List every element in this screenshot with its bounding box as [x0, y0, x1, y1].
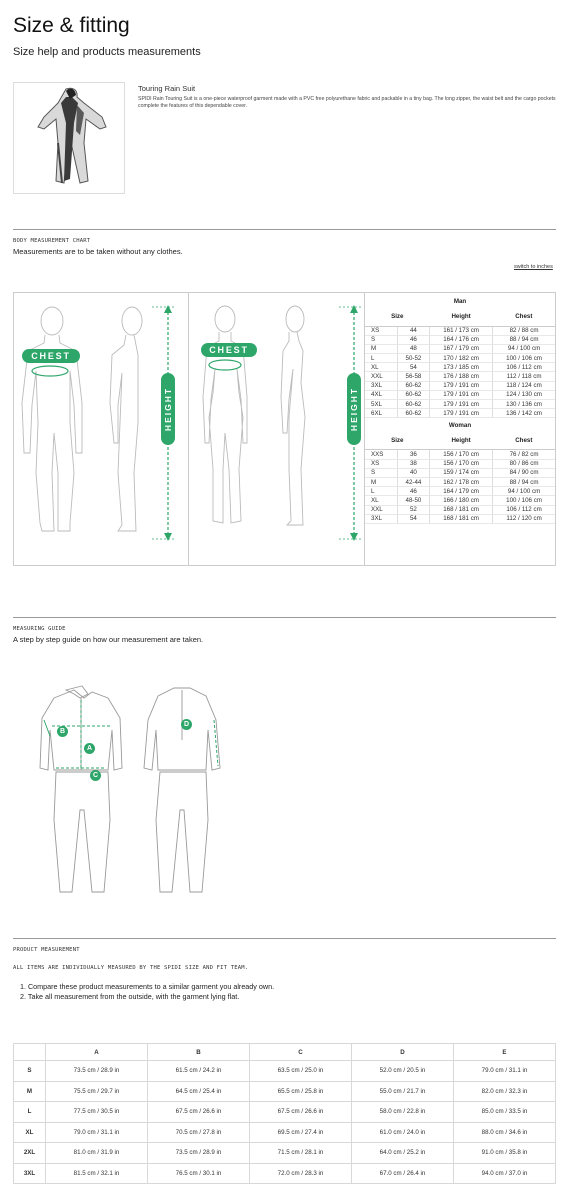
- body-chart-section-label: BODY MEASUREMENT CHART: [13, 238, 91, 244]
- table-cell: 161 / 173 cm: [430, 326, 493, 335]
- table-cell: 112 / 118 cm: [493, 372, 555, 381]
- table-cell: 79.0 cm / 31.1 in: [46, 1122, 148, 1143]
- table-cell: 124 / 130 cm: [493, 390, 555, 399]
- table-cell: 52: [397, 505, 429, 514]
- table-cell: 88.0 cm / 34.6 in: [454, 1122, 556, 1143]
- table-cell: 168 / 181 cm: [430, 514, 493, 523]
- table-cell: 100 / 106 cm: [493, 496, 555, 505]
- product-description: SPIDI Rain Touring Suit is a one-piece waterproof garment made with a PVC free polyurethane fabric and packable in a tiny bag. The long zipper, the waist belt and the cargo pockets complete the features of this dependable cover.: [138, 96, 556, 109]
- table-cell: 71.5 cm / 28.1 in: [250, 1143, 352, 1164]
- table-cell: XL: [365, 496, 397, 505]
- table-cell: 179 / 191 cm: [430, 390, 493, 399]
- table-cell: 80 / 86 cm: [493, 459, 555, 468]
- table-cell: XL: [365, 363, 397, 372]
- table-row: [365, 459, 555, 468]
- man-group-row: [365, 294, 555, 308]
- table-cell: 118 / 124 cm: [493, 381, 555, 390]
- size-cell: 3XL: [14, 1163, 46, 1184]
- table-row: [365, 354, 555, 363]
- table-cell: 156 / 170 cm: [430, 450, 493, 459]
- measuring-guide-figure: [30, 680, 230, 900]
- table-cell: 179 / 191 cm: [430, 409, 493, 418]
- table-cell: 60-62: [397, 381, 429, 390]
- table-cell: 164 / 176 cm: [430, 335, 493, 344]
- table-cell: 63.5 cm / 25.0 in: [250, 1061, 352, 1082]
- table-cell: 159 / 174 cm: [430, 468, 493, 477]
- size-cell: L: [14, 1102, 46, 1123]
- table-cell: 130 / 136 cm: [493, 400, 555, 409]
- step-1: 1. Compare these product measurements to a similar garment you already own.: [20, 982, 275, 991]
- switch-to-inches-link[interactable]: switch to inches: [514, 264, 553, 270]
- table-cell: 100 / 106 cm: [493, 354, 555, 363]
- table-cell: 162 / 178 cm: [430, 477, 493, 486]
- table-cell: 73.5 cm / 28.9 in: [46, 1061, 148, 1082]
- man-group-title: Man: [453, 297, 467, 305]
- size-cell: XL: [14, 1122, 46, 1143]
- divider: [13, 617, 556, 618]
- table-cell: 60-62: [397, 400, 429, 409]
- table-cell: 112 / 120 cm: [493, 514, 555, 523]
- measurement-steps: [20, 982, 274, 1002]
- table-cell: XXS: [365, 450, 397, 459]
- table-cell: 85.0 cm / 33.5 in: [454, 1102, 556, 1123]
- table-cell: 58.0 cm / 22.8 in: [352, 1102, 454, 1123]
- column-header: B: [148, 1044, 250, 1061]
- table-row: [365, 381, 555, 390]
- table-cell: 94 / 100 cm: [493, 487, 555, 496]
- table-cell: XS: [365, 459, 397, 468]
- table-cell: L: [365, 354, 397, 363]
- column-header: Size: [365, 308, 430, 326]
- table-cell: 46: [397, 487, 429, 496]
- table-cell: 36: [397, 450, 429, 459]
- marker-b: B: [57, 726, 68, 737]
- table-cell: 167 / 179 cm: [430, 344, 493, 353]
- table-cell: 54: [397, 514, 429, 523]
- table-row: [365, 344, 555, 353]
- table-cell: 106 / 112 cm: [493, 505, 555, 514]
- table-cell: 48: [397, 344, 429, 353]
- product-image: [13, 82, 125, 194]
- table-row: [14, 1061, 556, 1082]
- column-header: C: [250, 1044, 352, 1061]
- table-cell: 67.5 cm / 26.6 in: [250, 1102, 352, 1123]
- table-row: [365, 468, 555, 477]
- page-title: Size & fitting: [13, 14, 130, 37]
- table-cell: 55.0 cm / 21.7 in: [352, 1081, 454, 1102]
- product-measurement-sub-label: ALL ITEMS ARE INDIVIDUALLY MEASURED BY THE SPIDI SIZE AND FIT TEAM.: [13, 965, 249, 971]
- table-cell: 79.0 cm / 31.1 in: [454, 1061, 556, 1082]
- measurement-header-row: [14, 1044, 556, 1061]
- table-cell: 65.5 cm / 25.8 in: [250, 1081, 352, 1102]
- table-cell: 40: [397, 468, 429, 477]
- table-cell: 64.0 cm / 25.2 in: [352, 1143, 454, 1164]
- table-row: [14, 1163, 556, 1184]
- column-header: D: [352, 1044, 454, 1061]
- column-header: Height: [430, 308, 493, 326]
- table-row: [365, 326, 555, 335]
- table-row: [365, 496, 555, 505]
- table-cell: 4XL: [365, 390, 397, 399]
- marker-d: D: [181, 719, 192, 730]
- table-cell: S: [365, 335, 397, 344]
- step-2: 2. Take all measurement from the outside, with the garment lying flat.: [20, 992, 240, 1001]
- woman-body-figure: [189, 293, 364, 565]
- table-cell: 82 / 88 cm: [493, 326, 555, 335]
- table-cell: 179 / 191 cm: [430, 400, 493, 409]
- table-cell: 54: [397, 363, 429, 372]
- table-row: [365, 409, 555, 418]
- size-cell: S: [14, 1061, 46, 1082]
- table-cell: 166 / 180 cm: [430, 496, 493, 505]
- size-chart-table: [365, 294, 555, 524]
- table-cell: 70.5 cm / 27.8 in: [148, 1122, 250, 1143]
- chest-label-woman: CHEST: [209, 345, 249, 355]
- table-cell: 94.0 cm / 37.0 in: [454, 1163, 556, 1184]
- height-label-woman: HEIGHT: [349, 386, 359, 432]
- table-row: [14, 1081, 556, 1102]
- table-cell: 52.0 cm / 20.5 in: [352, 1061, 454, 1082]
- guide-section-label: MEASURING GUIDE: [13, 626, 66, 632]
- table-cell: 3XL: [365, 514, 397, 523]
- table-cell: M: [365, 477, 397, 486]
- table-cell: XS: [365, 326, 397, 335]
- table-cell: 48-50: [397, 496, 429, 505]
- table-cell: 88 / 94 cm: [493, 477, 555, 486]
- man-header-row: [365, 308, 555, 326]
- guide-note: A step by step guide on how our measurement are taken.: [13, 635, 204, 644]
- table-cell: 5XL: [365, 400, 397, 409]
- column-header: Height: [430, 432, 493, 450]
- table-cell: 106 / 112 cm: [493, 363, 555, 372]
- table-row: [14, 1143, 556, 1164]
- table-cell: 67.0 cm / 26.4 in: [352, 1163, 454, 1184]
- product-measurement-section-label: PRODUCT MEASUREMENT: [13, 947, 80, 953]
- table-cell: 81.5 cm / 32.1 in: [46, 1163, 148, 1184]
- table-cell: 38: [397, 459, 429, 468]
- table-cell: 76 / 82 cm: [493, 450, 555, 459]
- table-cell: 56-58: [397, 372, 429, 381]
- table-cell: 77.5 cm / 30.5 in: [46, 1102, 148, 1123]
- table-cell: 60-62: [397, 390, 429, 399]
- table-cell: 94 / 100 cm: [493, 344, 555, 353]
- table-cell: 168 / 181 cm: [430, 505, 493, 514]
- table-row: [14, 1122, 556, 1143]
- table-row: [365, 363, 555, 372]
- divider: [13, 229, 556, 230]
- table-cell: 64.5 cm / 25.4 in: [148, 1081, 250, 1102]
- table-cell: 44: [397, 326, 429, 335]
- table-cell: 46: [397, 335, 429, 344]
- table-cell: 76.5 cm / 30.1 in: [148, 1163, 250, 1184]
- column-header: Size: [365, 432, 430, 450]
- column-header: A: [46, 1044, 148, 1061]
- table-cell: L: [365, 487, 397, 496]
- table-cell: XXL: [365, 372, 397, 381]
- table-cell: 72.0 cm / 28.3 in: [250, 1163, 352, 1184]
- table-cell: 170 / 182 cm: [430, 354, 493, 363]
- size-cell: 2XL: [14, 1143, 46, 1164]
- height-label-man: HEIGHT: [163, 386, 173, 432]
- table-row: [365, 514, 555, 523]
- table-cell: 61.0 cm / 24.0 in: [352, 1122, 454, 1143]
- marker-a: A: [84, 743, 95, 754]
- size-cell: M: [14, 1081, 46, 1102]
- table-cell: 6XL: [365, 409, 397, 418]
- woman-header-row: [365, 432, 555, 450]
- table-row: [365, 335, 555, 344]
- column-header: E: [454, 1044, 556, 1061]
- table-cell: 3XL: [365, 381, 397, 390]
- table-cell: 88 / 94 cm: [493, 335, 555, 344]
- page-subtitle: Size help and products measurements: [13, 46, 201, 58]
- man-body-figure: [14, 293, 188, 565]
- table-cell: 67.5 cm / 26.6 in: [148, 1102, 250, 1123]
- table-cell: 73.5 cm / 28.9 in: [148, 1143, 250, 1164]
- table-row: [365, 372, 555, 381]
- marker-c: C: [90, 770, 101, 781]
- chest-label-man: CHEST: [31, 351, 71, 361]
- table-cell: 81.0 cm / 31.9 in: [46, 1143, 148, 1164]
- table-row: [365, 450, 555, 459]
- woman-group-row: [365, 418, 555, 432]
- table-cell: S: [365, 468, 397, 477]
- table-cell: 164 / 179 cm: [430, 487, 493, 496]
- table-cell: 176 / 188 cm: [430, 372, 493, 381]
- table-cell: 173 / 185 cm: [430, 363, 493, 372]
- table-cell: 136 / 142 cm: [493, 409, 555, 418]
- table-cell: 42-44: [397, 477, 429, 486]
- table-cell: 91.0 cm / 35.8 in: [454, 1143, 556, 1164]
- table-row: [365, 487, 555, 496]
- table-cell: 82.0 cm / 32.3 in: [454, 1081, 556, 1102]
- table-cell: 69.5 cm / 27.4 in: [250, 1122, 352, 1143]
- woman-group-title: Woman: [448, 421, 472, 429]
- table-row: [365, 505, 555, 514]
- divider: [13, 938, 556, 939]
- table-row: [365, 400, 555, 409]
- table-cell: 61.5 cm / 24.2 in: [148, 1061, 250, 1082]
- table-cell: XXL: [365, 505, 397, 514]
- product-name: Touring Rain Suit: [138, 84, 196, 93]
- table-cell: 179 / 191 cm: [430, 381, 493, 390]
- product-measurement-table: [13, 1043, 556, 1184]
- table-cell: M: [365, 344, 397, 353]
- table-cell: 84 / 90 cm: [493, 468, 555, 477]
- column-header: [14, 1044, 46, 1061]
- table-cell: 75.5 cm / 29.7 in: [46, 1081, 148, 1102]
- column-header: Chest: [493, 308, 555, 326]
- body-chart-note: Measurements are to be taken without any clothes.: [13, 247, 183, 256]
- table-row: [365, 390, 555, 399]
- table-cell: 156 / 170 cm: [430, 459, 493, 468]
- table-cell: 50-52: [397, 354, 429, 363]
- column-header: Chest: [493, 432, 555, 450]
- table-row: [14, 1102, 556, 1123]
- table-cell: 60-62: [397, 409, 429, 418]
- table-row: [365, 477, 555, 486]
